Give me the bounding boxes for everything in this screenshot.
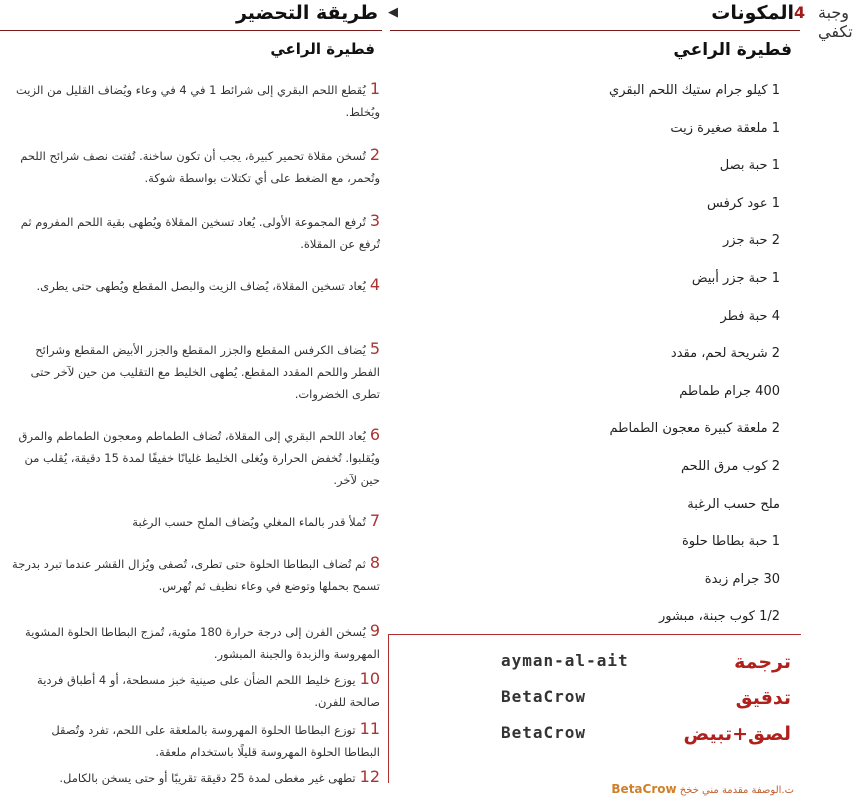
- ingredient-item: 2 ملعقة كبيرة معجون الطماطم: [609, 421, 780, 437]
- ingredient-item: 1 حبة جزر أبيض: [691, 270, 780, 286]
- step-text: تُرفع المجموعة الأولى. يُعاد تسخين المقلاة ويُطهى بقية اللحم المفروم ثم تُرفع عن المقلاة.: [20, 215, 380, 251]
- step-text: يوزع خليط اللحم الضأن على صينية خبز مسطحة، أو 4 أطباق فردية صالحة للفرن.: [37, 673, 380, 709]
- step-text: توزع البطاطا الحلوة المهروسة بالملعقة على اللحم، تفرد وتُصقل البطاطا الحلوة المهروسة قليلًا باستخدام ملعقة.: [51, 723, 380, 759]
- step-number: 8: [369, 553, 380, 572]
- step-number: 9: [369, 621, 380, 640]
- ingredient-item: 1 عود كرفس: [707, 195, 780, 211]
- step-item: [12, 552, 380, 620]
- step-text: يُعاد اللحم البقري إلى المقلاة، تُضاف الطماطم ومعجون الطماطم والمرق ويُقلبوا. تُخفض الحرارة ويُغلى الخليط غليانًا خفيفًا لمدة 15 دقيقة، يُقلب من حين لآخر.: [18, 429, 380, 487]
- step-text: يُقطع اللحم البقري إلى شرائط 1 في 4 في وعاء ويُضاف القليل من الزيت ويُخلط.: [15, 83, 380, 119]
- ingredient-item: 1 حبة بطاطا حلوة: [681, 534, 780, 550]
- step-item: [12, 718, 380, 766]
- ingredient-item: 400 جرام طماطم: [679, 383, 780, 399]
- step-text: ثم تُضاف البطاطا الحلوة حتى تطرى، تُصفى ويُزال القشر عندما تبرد بدرجة تسمح بحملها وتوضع في وعاء نظيف ثم تُهرس.: [12, 557, 380, 593]
- credit-label: لصق+تبيض: [683, 723, 791, 745]
- step-item: [12, 78, 380, 144]
- ingredient-item: 2 شريحة لحم، مقدد: [670, 346, 780, 362]
- dish-title-ingredients: فطيرة الراعي: [673, 40, 792, 60]
- serving-count: 4: [794, 3, 806, 22]
- ingredients-list: [395, 76, 780, 640]
- step-text: يُعاد تسخين المقلاة، يُضاف الزيت والبصل المقطع ويُطهى حتى يطرى.: [36, 279, 366, 293]
- step-text: يُضاف الكرفس المقطع والجزر المقطع والجزر الأبيض المقطع وشرائح الفطر واللحم المقدد المقطع. يُطهى الخليط مع التقليب من حين لآخر حتى تطرى الخضروات.: [30, 343, 380, 401]
- step-item: [12, 338, 380, 424]
- step-item: [12, 620, 380, 668]
- credit-name: BetaCrow: [501, 687, 587, 706]
- ingredient-item: 2 حبة جزر: [723, 233, 780, 249]
- step-number: 4: [369, 275, 380, 294]
- step-number: 11: [359, 719, 380, 738]
- ingredient-item: 4 حبة فطر: [720, 308, 780, 324]
- step-number: 12: [359, 767, 380, 786]
- ingredient-item: ملح حسب الرغبة: [687, 496, 780, 512]
- step-text: تُسخن مقلاة تحمير كبيرة، يجب أن تكون ساخنة. تُفتت نصف شرائح اللحم وتُحمر، مع الضغط على أي تكتلات بواسطة شوكة.: [20, 149, 380, 185]
- ingredient-item: 1 حبة بصل: [719, 158, 780, 174]
- step-item: [12, 274, 380, 338]
- credit-label: تدقيق: [735, 687, 791, 709]
- credit-name: ayman-al-ait: [501, 651, 629, 670]
- step-number: 5: [369, 339, 380, 358]
- triangle-left-icon[interactable]: ◀: [388, 5, 398, 20]
- step-item: [12, 766, 380, 806]
- footer-note: [611, 782, 794, 796]
- credit-row-translation: [391, 651, 791, 691]
- step-item: [12, 510, 380, 552]
- step-text: تُملأ قدر بالماء المغلي ويُضاف الملح حسب الرغبة: [132, 515, 366, 529]
- step-item: [12, 210, 380, 274]
- credits-box: [388, 634, 801, 783]
- credit-row-typesetting: [391, 723, 791, 763]
- dish-title-method: فطيرة الراعي: [270, 40, 375, 58]
- ingredient-item: 1/2 كوب جبنة، مبشور: [659, 609, 780, 625]
- step-number: 6: [369, 425, 380, 444]
- method-title: طريقة التحضير: [235, 2, 378, 24]
- step-text: يُسخن الفرن إلى درجة حرارة 180 مئوية، تُمزج البطاطا الحلوة المشوية المهروسة والزبدة والجبنة المبشور.: [25, 625, 380, 661]
- footer-brand: BetaCrow: [611, 782, 677, 796]
- ingredients-title: المكونات: [711, 2, 794, 24]
- step-item: [12, 668, 380, 718]
- step-item: [12, 144, 380, 210]
- ingredient-item: 2 كوب مرق اللحم: [681, 458, 780, 474]
- footer-text: ت.الوصفة مقدمة مني خخخ: [679, 785, 794, 796]
- credit-label: ترجمة: [734, 651, 791, 673]
- method-steps: [12, 78, 380, 806]
- step-number: 7: [369, 511, 380, 530]
- credit-name: BetaCrow: [501, 723, 587, 742]
- step-item: [12, 424, 380, 510]
- serving-label: وجبة تكفي: [818, 3, 853, 41]
- step-number: 3: [369, 211, 380, 230]
- ingredient-item: 30 جرام زبدة: [704, 571, 780, 587]
- step-number: 1: [369, 79, 380, 98]
- step-number: 10: [359, 669, 380, 688]
- ingredient-item: 1 ملعقة صغيرة زيت: [670, 120, 780, 136]
- method-header: [0, 0, 382, 31]
- credit-row-review: [391, 687, 791, 727]
- ingredient-item: 1 كيلو جرام ستيك اللحم البقري: [609, 83, 780, 98]
- step-text: تطهى غير مغطى لمدة 25 دقيقة تقريبًا أو حتى يسخن بالكامل.: [59, 771, 356, 785]
- ingredients-header: [390, 0, 853, 41]
- step-number: 2: [369, 145, 380, 164]
